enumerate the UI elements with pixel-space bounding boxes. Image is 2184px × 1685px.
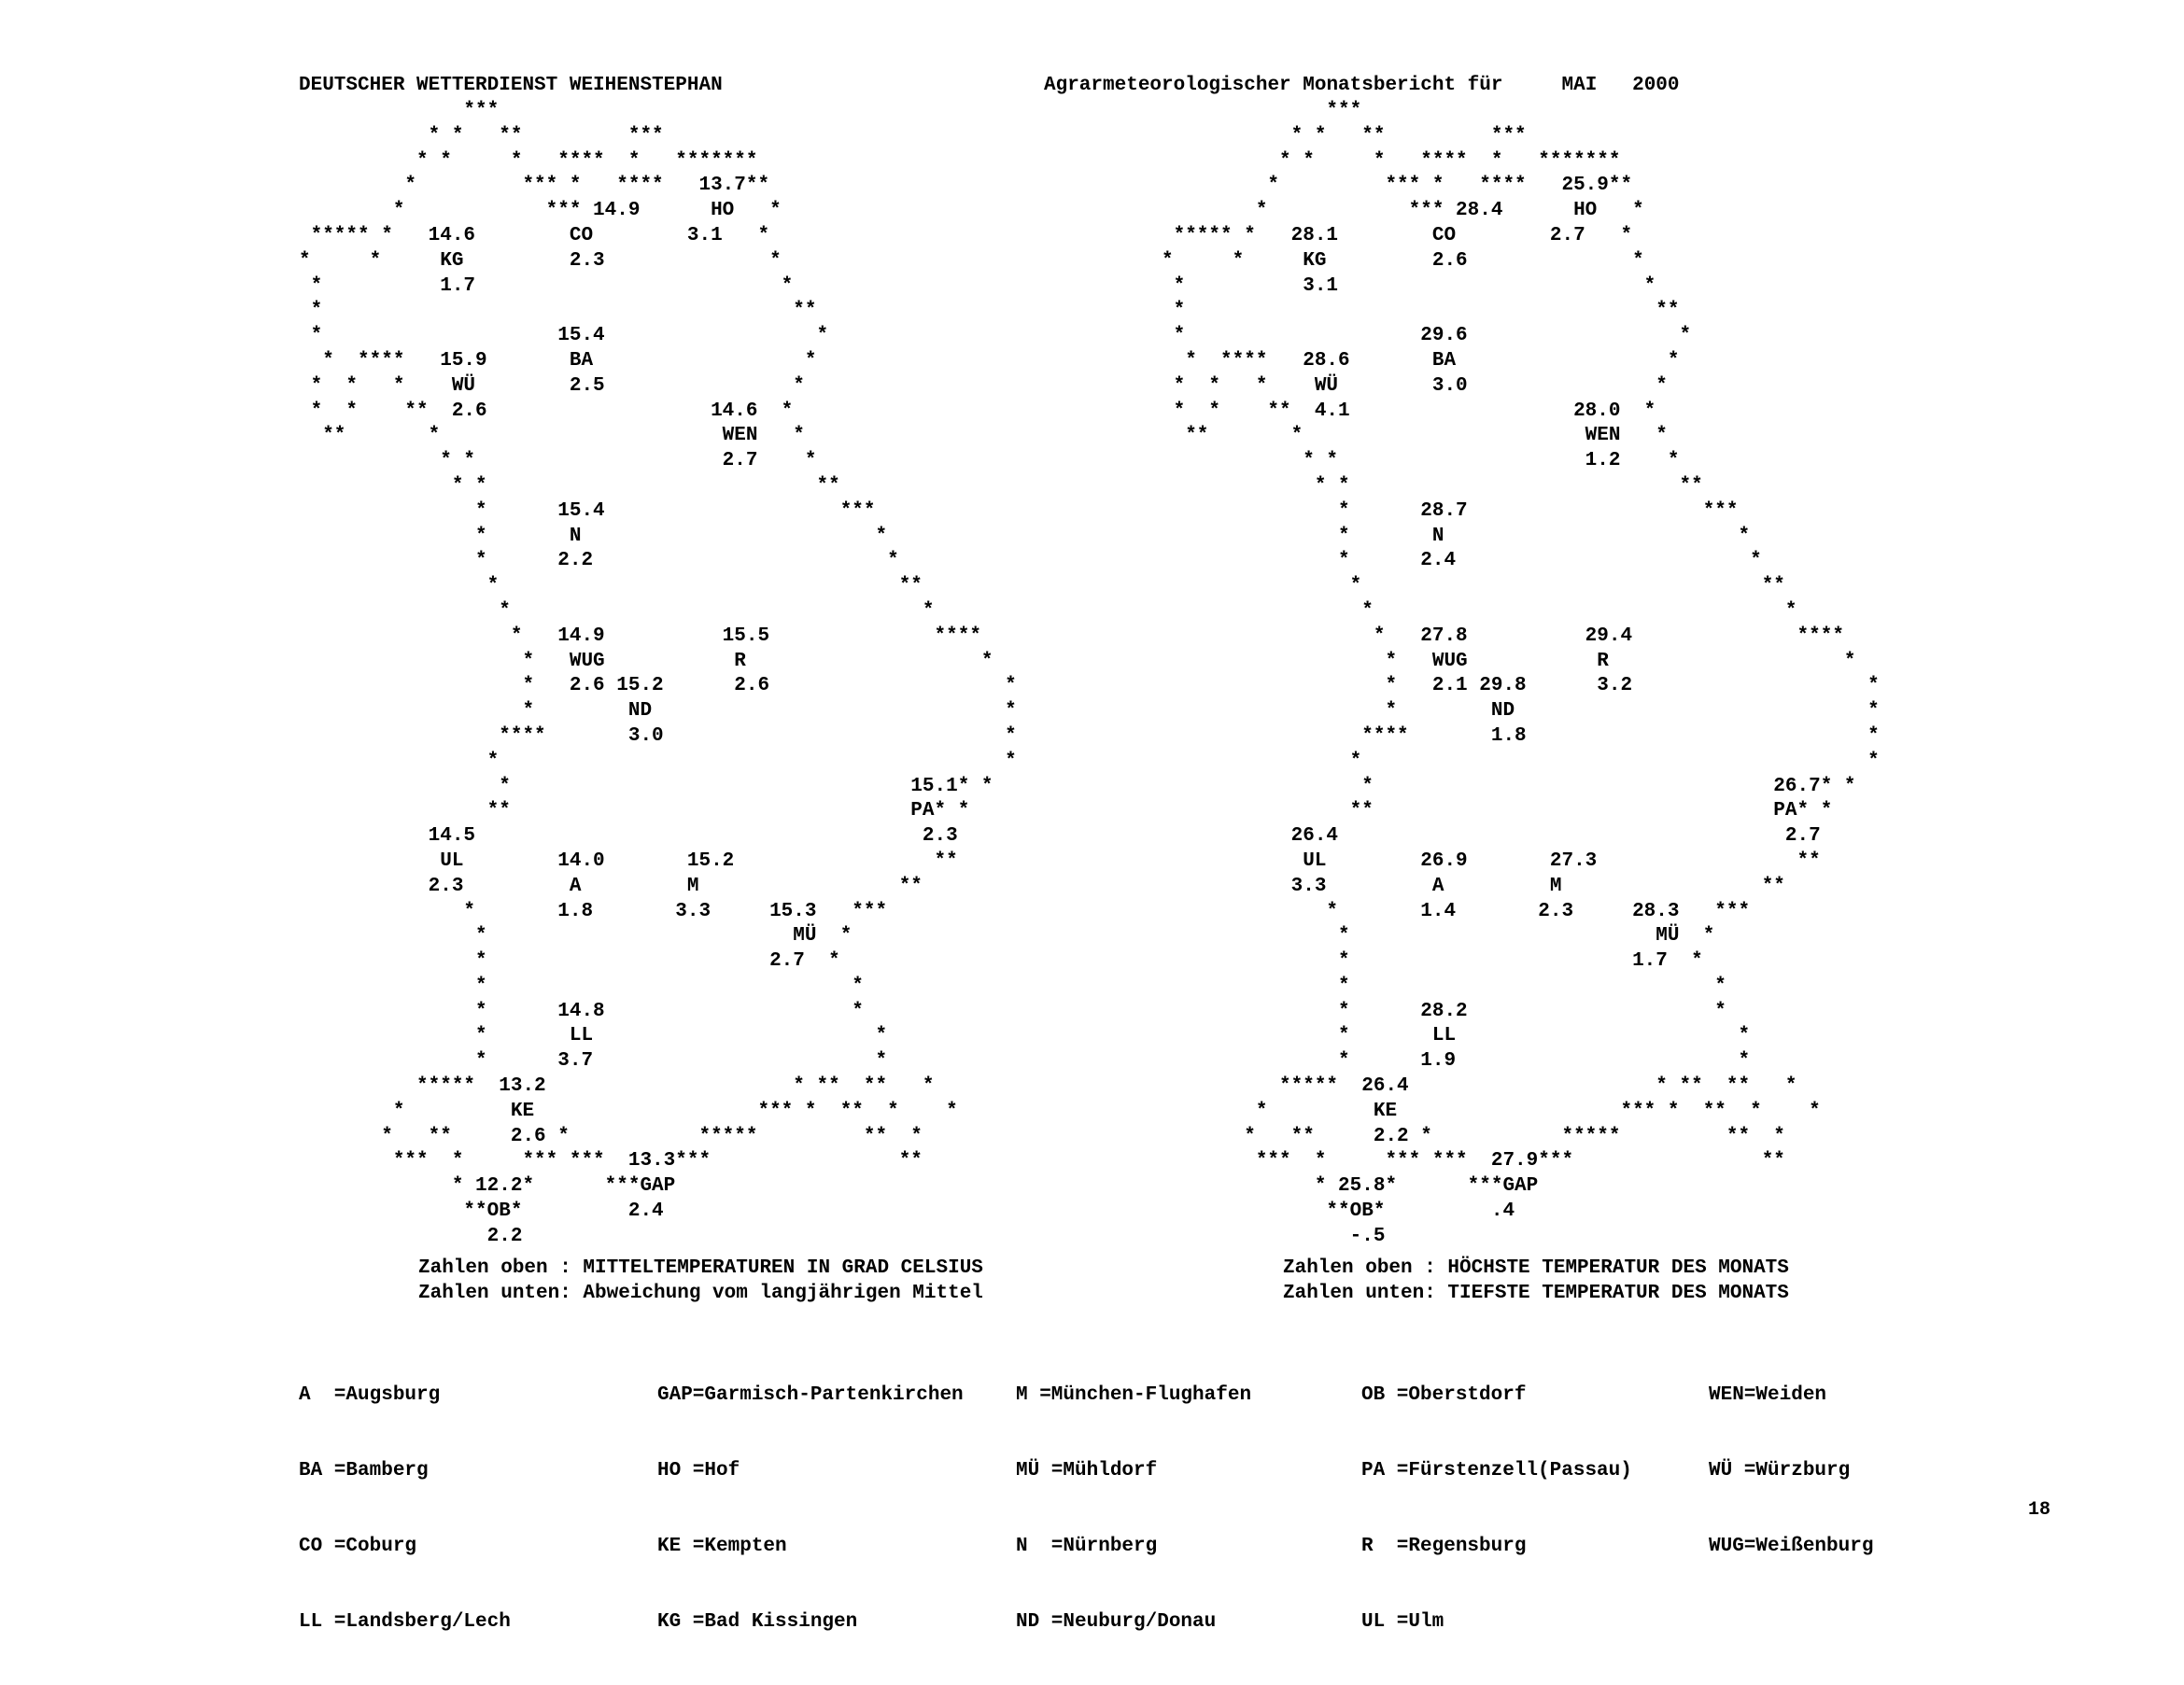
map-line: * 28.2 * (1162, 1000, 1726, 1022)
map-line: 2.2 (299, 1225, 523, 1247)
legend-entry: LL =Landsberg/Lech (299, 1611, 511, 1633)
map-line: * 1.7 * (1162, 950, 1703, 973)
map-line: * 15.4 *** (299, 499, 876, 522)
map-line: * 28.7 *** (1162, 499, 1739, 522)
legend-entry: A =Augsburg (299, 1384, 441, 1406)
legend-entry: WÜ =Würzburg (1709, 1460, 1851, 1481)
map-line: * WUG R * (1162, 650, 1856, 672)
map-line: * 15.4 * (299, 325, 829, 347)
map-line: * KE *** * ** * * (299, 1100, 958, 1122)
legend-column (1361, 1332, 1632, 1685)
map-line: * *** 14.9 HO * (299, 200, 782, 222)
legend-entry: CO =Coburg (299, 1536, 417, 1557)
map-line: ** * WEN * (1162, 425, 1668, 447)
map-line: ** PA* * (1162, 800, 1833, 822)
right-caption-bottom: Zahlen unten: TIEFSTE TEMPERATUR DES MONATS (1283, 1283, 1789, 1304)
map-line: * 29.6 * (1162, 325, 1692, 347)
right-map-extreme-temperature (1162, 99, 1880, 1250)
map-line: **** 1.8 * (1162, 724, 1880, 747)
page-number: 18 (2028, 1499, 2051, 1521)
legend-entry: GAP=Garmisch-Partenkirchen (657, 1384, 964, 1406)
legend-column (1016, 1332, 1251, 1685)
map-line: *** (299, 100, 500, 121)
legend-entry: R =Regensburg (1361, 1536, 1527, 1557)
map-line: * 2.7 * (299, 950, 840, 973)
map-line: * 2.2 * (299, 550, 899, 572)
map-line: * 26.7* * (1162, 775, 1856, 797)
map-line: * * (299, 750, 1017, 772)
map-line: * 15.1* * (299, 775, 993, 797)
map-line: * **** 28.6 BA * (1162, 349, 1680, 372)
legend-entry: ND =Neuburg/Donau (1016, 1611, 1217, 1633)
map-line: * N * (299, 525, 888, 547)
map-line: * * * WÜ 2.5 * (299, 374, 805, 397)
map-line: * * (299, 599, 935, 622)
map-line: * * * **** * ******* (1162, 149, 1621, 172)
map-line: * LL * (299, 1025, 888, 1047)
map-line: ***** * 28.1 CO 2.7 * (1162, 224, 1633, 246)
map-line: * 12.2* ***GAP (299, 1175, 676, 1198)
map-line: * * ** (1162, 474, 1703, 497)
map-line: * **** 15.9 BA * (299, 349, 817, 372)
map-line: *** * *** *** 27.9*** ** (1162, 1150, 1785, 1172)
left-caption-bottom: Zahlen unten: Abweichung vom langjährigen Mittel (418, 1283, 983, 1304)
map-line: * * ** *** (1162, 124, 1527, 147)
map-line: 3.3 A M ** (1162, 875, 1785, 897)
map-line: 2.3 A M ** (299, 875, 923, 897)
map-line: -.5 (1162, 1225, 1386, 1247)
map-line: * * (1162, 975, 1726, 997)
map-line: * 27.8 29.4 **** (1162, 625, 1844, 647)
map-line: *** (1162, 100, 1362, 121)
map-line: * 14.8 * (299, 1000, 864, 1022)
map-line: * WUG R * (299, 650, 993, 672)
map-line: * ** (1162, 300, 1680, 322)
right-caption-top: Zahlen oben : HÖCHSTE TEMPERATUR DES MONATS (1283, 1257, 1789, 1279)
header-institution: DEUTSCHER WETTERDIENST WEIHENSTEPHAN (299, 75, 723, 96)
map-line: * 25.8* ***GAP (1162, 1175, 1539, 1198)
map-line: * * ** 2.6 14.6 * (299, 400, 794, 422)
map-line: * *** * **** 13.7** (299, 175, 770, 197)
map-line: * * (1162, 599, 1797, 622)
map-line: * *** 28.4 HO * (1162, 200, 1644, 222)
map-line: * ND * (299, 700, 1017, 723)
map-line: * * KG 2.3 * (299, 249, 782, 272)
legend-entry: WEN=Weiden (1709, 1384, 1827, 1406)
map-line: * 1.9 * (1162, 1050, 1751, 1073)
map-line: **OB* 2.4 (299, 1201, 664, 1223)
legend-entry: PA =Fürstenzell(Passau) (1361, 1460, 1632, 1481)
map-line: * * (299, 975, 864, 997)
map-line: * 1.8 3.3 15.3 *** (299, 900, 888, 922)
map-line: *** * *** *** 13.3*** ** (299, 1150, 923, 1172)
map-line: * 14.9 15.5 **** (299, 625, 981, 647)
legend-entry: HO =Hof (657, 1460, 740, 1481)
map-line: * 1.4 2.3 28.3 *** (1162, 900, 1751, 922)
map-line: * * ** *** (299, 124, 664, 147)
map-line: * 2.1 29.8 3.2 * (1162, 675, 1880, 697)
map-line: UL 26.9 27.3 ** (1162, 850, 1821, 872)
map-line: * 1.7 * (299, 274, 794, 297)
map-line: * ** (1162, 575, 1785, 597)
map-line: * N * (1162, 525, 1751, 547)
map-line: **** 3.0 * (299, 724, 1017, 747)
map-line: * * * **** * ******* (299, 149, 758, 172)
map-line: * * KG 2.6 * (1162, 249, 1644, 272)
legend-entry: N =Nürnberg (1016, 1536, 1158, 1557)
map-line: * ND * (1162, 700, 1880, 723)
map-line: * 2.4 * (1162, 550, 1762, 572)
map-line: * * 2.7 * (299, 450, 817, 472)
map-line: * ** (299, 300, 817, 322)
map-line: * 2.6 15.2 2.6 * (299, 675, 1017, 697)
map-line: * * ** (299, 474, 840, 497)
map-line: * *** * **** 25.9** (1162, 175, 1633, 197)
map-line: * LL * (1162, 1025, 1751, 1047)
map-line: **OB* .4 (1162, 1201, 1515, 1223)
map-line: 26.4 2.7 (1162, 825, 1821, 848)
legend-entry: OB =Oberstdorf (1361, 1384, 1527, 1406)
header-report-title: Agrarmeteorologischer Monatsbericht für MAI 2000 (1044, 75, 1680, 96)
legend-entry: WUG=Weißenburg (1709, 1536, 1874, 1557)
map-line: * MÜ * (1162, 925, 1715, 948)
legend-entry: M =München-Flughafen (1016, 1384, 1252, 1406)
legend-column (657, 1332, 964, 1685)
map-line: * ** (299, 575, 923, 597)
map-line: * 3.7 * (299, 1050, 888, 1073)
map-line: UL 14.0 15.2 ** (299, 850, 958, 872)
legend-column (1709, 1332, 1873, 1609)
map-line: 14.5 2.3 (299, 825, 958, 848)
map-line: * * (1162, 750, 1880, 772)
map-line: * ** 2.6 * ***** ** * (299, 1125, 923, 1147)
left-map-mean-temperature (299, 99, 1017, 1250)
legend-entry: MÜ =Mühldorf (1016, 1460, 1158, 1481)
map-line: * * 1.2 * (1162, 450, 1680, 472)
map-line: * * ** 4.1 28.0 * (1162, 400, 1656, 422)
map-line: ***** 13.2 * ** ** * (299, 1075, 935, 1098)
map-line: * * * WÜ 3.0 * (1162, 374, 1668, 397)
legend-entry: KE =Kempten (657, 1536, 787, 1557)
map-line: ***** 26.4 * ** ** * (1162, 1075, 1797, 1098)
map-line: ***** * 14.6 CO 3.1 * (299, 224, 770, 246)
map-line: * MÜ * (299, 925, 852, 948)
map-line: * KE *** * ** * * (1162, 1100, 1821, 1122)
map-line: * ** 2.2 * ***** ** * (1162, 1125, 1785, 1147)
map-line: ** * WEN * (299, 425, 805, 447)
legend-entry: UL =Ulm (1361, 1611, 1444, 1633)
map-line: * 3.1 * (1162, 274, 1656, 297)
legend-entry: KG =Bad Kissingen (657, 1611, 858, 1633)
legend-column (299, 1332, 511, 1685)
legend-entry: BA =Bamberg (299, 1460, 429, 1481)
left-caption-top: Zahlen oben : MITTELTEMPERATUREN IN GRAD CELSIUS (418, 1257, 983, 1279)
map-line: ** PA* * (299, 800, 970, 822)
